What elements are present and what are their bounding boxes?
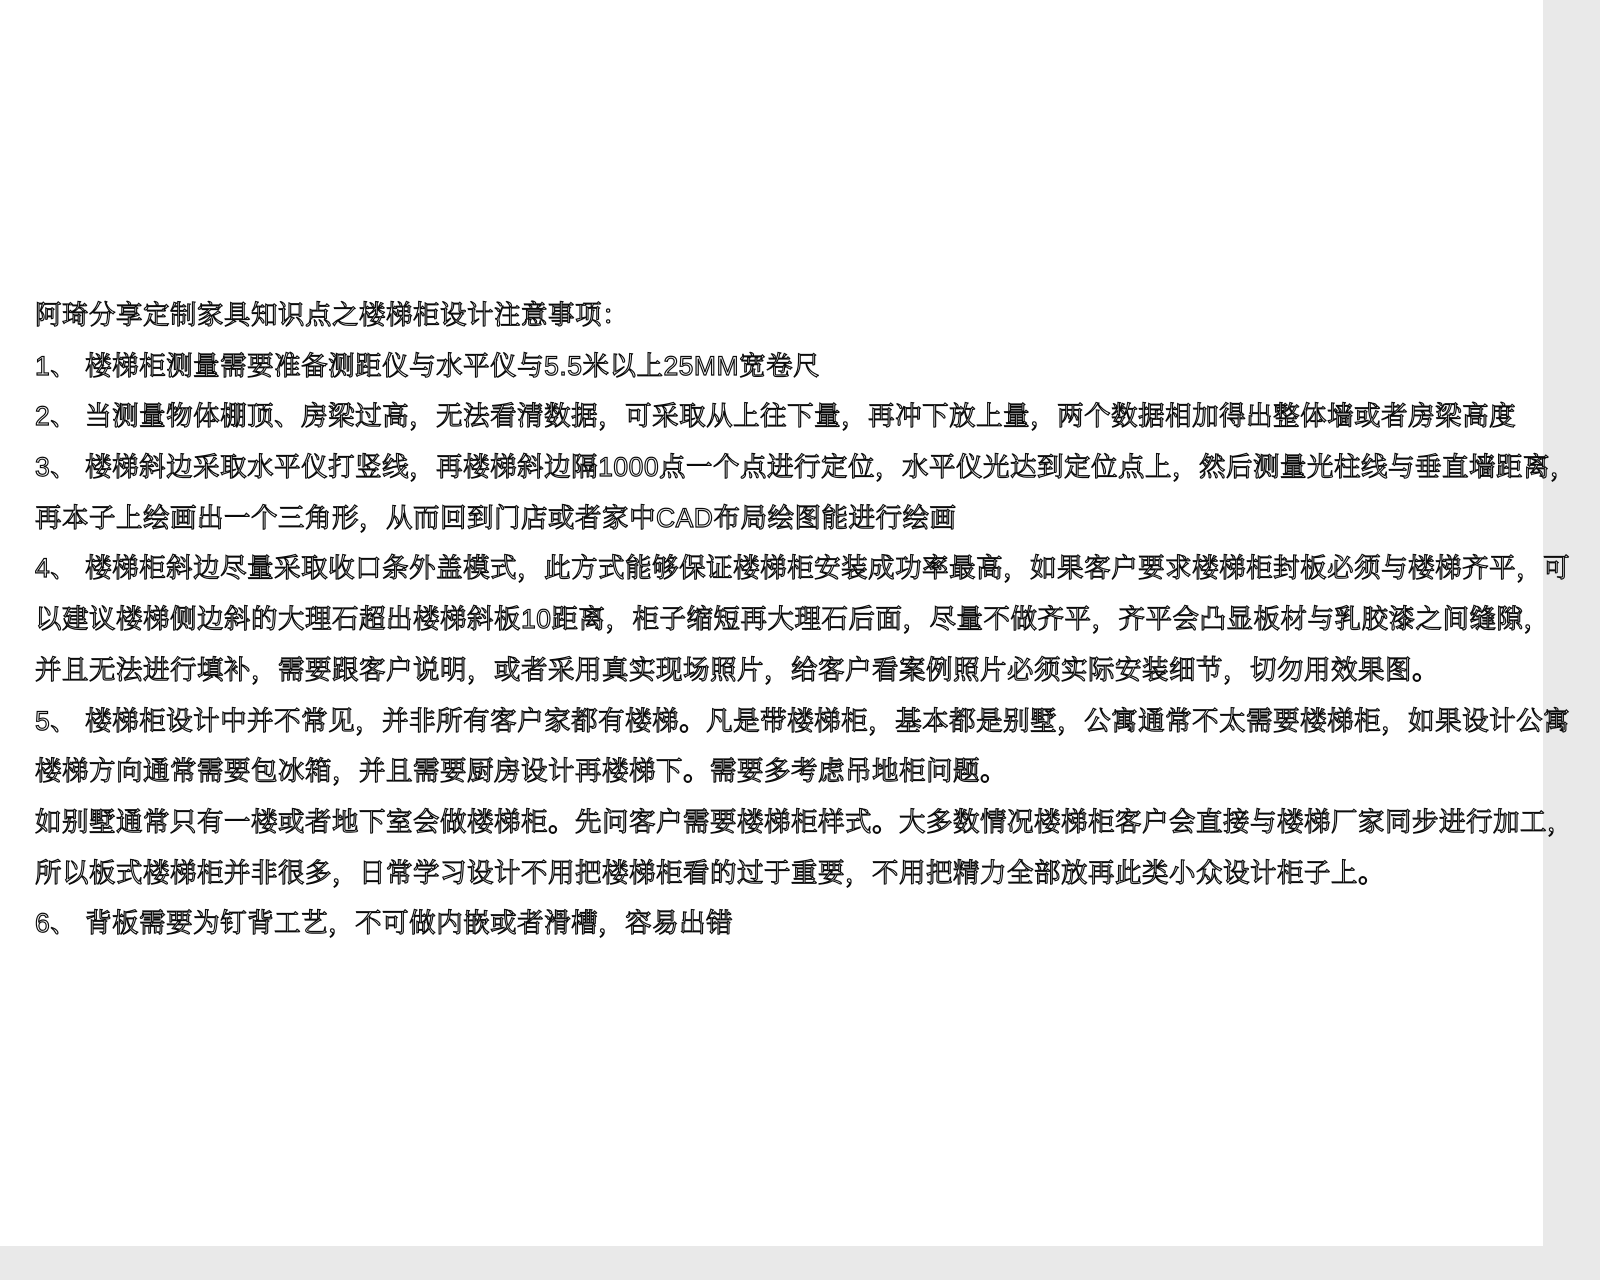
- doc-line-item-3-continued: 再本子上绘画出一个三角形，从而回到门店或者家中CAD布局绘图能进行绘画: [35, 502, 957, 533]
- doc-line-item-2: 2、 当测量物体棚顶、房梁过高，无法看清数据，可采取从上往下量，再冲下放上量，两个数据相加得出整体墙或者房梁高度: [35, 401, 1517, 432]
- doc-line-item-4-continued: 以建议楼梯侧边斜的大理石超出楼梯斜板10距离，柜子缩短再大理石后面，尽量不做齐平，齐平会凸显板材与乳胶漆之间缝隙，: [35, 604, 1551, 635]
- doc-line-item-6: 6、 背板需要为钉背工艺，不可做内嵌或者滑槽，容易出错: [35, 908, 734, 939]
- doc-line-item-1: 1、 楼梯柜测量需要准备测距仪与水平仪与5.5米以上25MM宽卷尺: [35, 350, 821, 381]
- doc-line-item-4-continued-2: 并且无法进行填补，需要跟客户说明，或者采用真实现场照片，给客户看案例照片必须实际安装细节，切勿用效果图。: [35, 654, 1439, 685]
- document-text-block: [35, 290, 1578, 949]
- doc-line-item-4: 4、 楼梯柜斜边尽量采取收口条外盖模式，此方式能够保证楼梯柜安装成功率最高，如果客户要求楼梯柜封板必须与楼梯齐平，可: [35, 553, 1571, 584]
- doc-line-item-5-continued-3: 所以板式楼梯柜并非很多，日常学习设计不用把楼梯柜看的过于重要，不用把精力全部放再此类小众设计柜子上。: [35, 857, 1385, 888]
- doc-line-item-5-continued: 楼梯方向通常需要包冰箱，并且需要厨房设计再楼梯下。需要多考虑吊地柜问题。: [35, 756, 1007, 787]
- doc-line-item-5: 5、 楼梯柜设计中并不常见，并非所有客户家都有楼梯。凡是带楼梯柜，基本都是别墅，公寓通常不太需要楼梯柜，如果设计公寓: [35, 705, 1571, 736]
- doc-line-item-5-continued-2: 如别墅通常只有一楼或者地下室会做楼梯柜。先问客户需要楼梯柜样式。大多数情况楼梯柜客户会直接与楼梯厂家同步进行加工，: [35, 806, 1574, 837]
- document-title: 阿琦分享定制家具知识点之楼梯柜设计注意事项：: [35, 300, 629, 330]
- doc-line-item-3: 3、 楼梯斜边采取水平仪打竖线，再楼梯斜边隔1000点一个点进行定位，水平仪光达到定位点上，然后测量光柱线与垂直墙距离，: [35, 452, 1578, 483]
